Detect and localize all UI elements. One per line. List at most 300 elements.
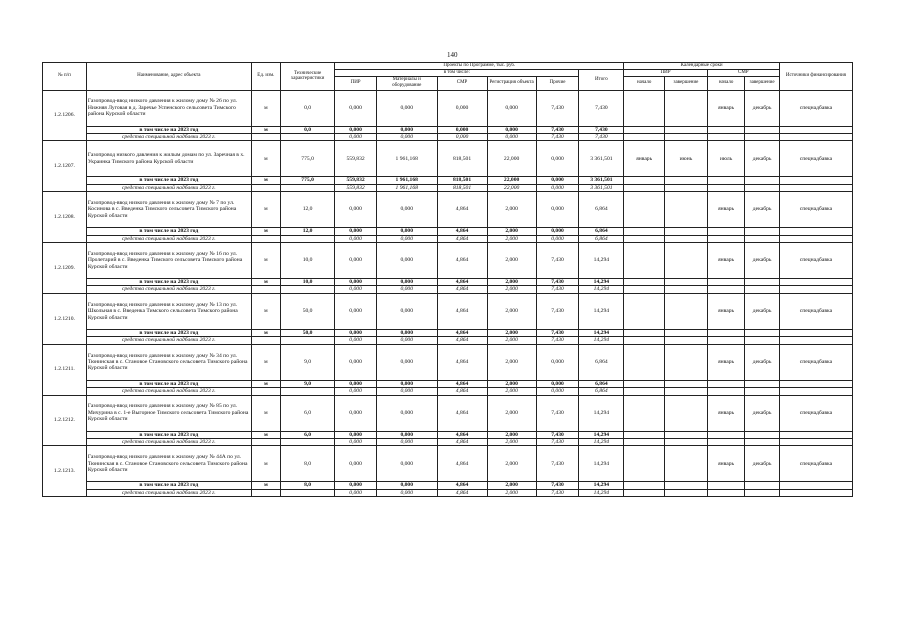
empty-cell <box>745 177 779 184</box>
unit-cell: м <box>251 279 280 286</box>
year-total-label: в том числе на 2023 год <box>86 329 251 336</box>
pir-cell: 0,000 <box>335 133 377 140</box>
smr-cell: 4,864 <box>437 192 487 228</box>
special-funds-row <box>43 184 853 191</box>
empty-cell <box>665 380 708 387</box>
object-row <box>43 90 853 126</box>
smr-end-cell: декабрь <box>745 344 779 380</box>
smr-cell: 4,864 <box>437 380 487 387</box>
object-row <box>43 141 853 177</box>
materials-cell: 0,000 <box>376 329 437 336</box>
empty-cell <box>280 286 334 293</box>
smr-start-cell: январь <box>707 90 745 126</box>
other-cell: 7,430 <box>536 431 579 438</box>
object-row <box>43 192 853 228</box>
col-num: № п/п <box>43 63 87 91</box>
empty-cell <box>779 228 852 235</box>
empty-cell <box>745 286 779 293</box>
registration-cell: 2,000 <box>487 286 536 293</box>
empty-cell <box>745 235 779 242</box>
total-cell: 14,294 <box>579 293 624 329</box>
tech-cell: 775,0 <box>280 177 334 184</box>
total-cell: 3 361,501 <box>579 177 624 184</box>
empty-cell <box>779 133 852 140</box>
row-number: 1.2.1208. <box>43 192 87 243</box>
smr-cell: 4,864 <box>437 235 487 242</box>
total-cell: 7,430 <box>579 133 624 140</box>
smr-cell: 4,864 <box>437 293 487 329</box>
tech-cell: 50,0 <box>280 329 334 336</box>
empty-cell <box>280 337 334 344</box>
empty-cell <box>779 388 852 395</box>
empty-cell <box>745 329 779 336</box>
source-cell: спецнадбавка <box>779 243 852 279</box>
empty-cell <box>665 431 708 438</box>
tech-cell: 0,0 <box>280 90 334 126</box>
empty-cell <box>665 133 708 140</box>
empty-cell <box>665 126 708 133</box>
registration-cell: 22,000 <box>487 184 536 191</box>
col-smr-start: начало <box>707 76 745 90</box>
empty-cell <box>745 337 779 344</box>
total-cell: 14,294 <box>579 489 624 496</box>
total-cell: 6,864 <box>579 192 624 228</box>
col-other: Прочие <box>536 76 579 90</box>
materials-cell: 1 961,168 <box>376 184 437 191</box>
empty-cell <box>779 489 852 496</box>
smr-cell: 4,864 <box>437 446 487 482</box>
smr-cell: 818,501 <box>437 141 487 177</box>
empty-cell <box>624 228 665 235</box>
pir-cell: 0,000 <box>335 126 377 133</box>
unit-cell: м <box>251 293 280 329</box>
special-funds-row <box>43 235 853 242</box>
total-cell: 14,294 <box>579 431 624 438</box>
other-cell: 7,430 <box>536 395 579 431</box>
registration-cell: 2,000 <box>487 293 536 329</box>
total-cell: 14,294 <box>579 395 624 431</box>
materials-cell: 1 961,168 <box>376 141 437 177</box>
smr-cell: 0,000 <box>437 126 487 133</box>
other-cell: 7,430 <box>536 329 579 336</box>
other-cell: 0,000 <box>536 228 579 235</box>
pir-start-cell <box>624 446 665 482</box>
empty-cell <box>665 177 708 184</box>
empty-cell <box>707 286 745 293</box>
materials-cell: 0,000 <box>376 126 437 133</box>
empty-cell <box>707 279 745 286</box>
col-name: Наименование, адрес объекта <box>86 63 251 91</box>
empty-cell <box>624 431 665 438</box>
empty-cell <box>779 438 852 445</box>
registration-cell: 2,000 <box>487 329 536 336</box>
registration-cell: 22,000 <box>487 141 536 177</box>
year-total-row <box>43 279 853 286</box>
empty-cell <box>624 126 665 133</box>
object-row <box>43 446 853 482</box>
registration-cell: 0,000 <box>487 90 536 126</box>
source-cell: спецнадбавка <box>779 293 852 329</box>
pir-end-cell <box>665 192 708 228</box>
other-cell: 7,430 <box>536 243 579 279</box>
smr-cell: 0,000 <box>437 90 487 126</box>
empty-cell <box>280 184 334 191</box>
pir-cell: 0,000 <box>335 228 377 235</box>
special-funds-label: средства специальной надбавки 2023 г. <box>86 235 251 242</box>
empty-cell <box>280 133 334 140</box>
source-cell: спецнадбавка <box>779 446 852 482</box>
total-cell: 7,430 <box>579 90 624 126</box>
pir-end-cell <box>665 395 708 431</box>
empty-cell <box>779 279 852 286</box>
tech-cell: 775,0 <box>280 141 334 177</box>
col-pir-start: начало <box>624 76 665 90</box>
empty-cell <box>624 133 665 140</box>
unit-cell: м <box>251 192 280 228</box>
object-name: Газопровод-ввод низкого давления к жилому дому № 44А по ул. Тюнинская в с. Становое Становского сельсовета Тимского района Курской области <box>86 446 251 482</box>
unit-cell: м <box>251 395 280 431</box>
row-number: 1.2.1209. <box>43 243 87 294</box>
other-cell: 0,000 <box>536 184 579 191</box>
tech-cell: 6,0 <box>280 431 334 438</box>
other-cell: 7,430 <box>536 293 579 329</box>
unit-cell: м <box>251 482 280 489</box>
other-cell: 7,430 <box>536 337 579 344</box>
col-incl: в том числе: <box>335 69 579 76</box>
tech-cell: 10,0 <box>280 243 334 279</box>
total-cell: 3 361,501 <box>579 141 624 177</box>
empty-cell <box>665 184 708 191</box>
row-number: 1.2.1210. <box>43 293 87 344</box>
total-cell: 14,294 <box>579 329 624 336</box>
tech-cell: 9,0 <box>280 344 334 380</box>
empty-cell <box>745 388 779 395</box>
other-cell: 7,430 <box>536 286 579 293</box>
other-cell: 0,000 <box>536 192 579 228</box>
pir-end-cell <box>665 446 708 482</box>
object-name: Газопровод-ввод низкого давления к жилому дому № 7 по ул. Косинова в с. Введенка Тимского сельсовета Тимского района Курской области <box>86 192 251 228</box>
pir-cell: 0,000 <box>335 431 377 438</box>
other-cell: 0,000 <box>536 177 579 184</box>
object-row <box>43 243 853 279</box>
registration-cell: 2,000 <box>487 380 536 387</box>
registration-cell: 2,000 <box>487 431 536 438</box>
materials-cell: 0,000 <box>376 431 437 438</box>
tech-cell: 50,0 <box>280 293 334 329</box>
empty-cell <box>624 337 665 344</box>
row-number: 1.2.1206. <box>43 90 87 141</box>
pir-cell: 559,832 <box>335 141 377 177</box>
other-cell: 7,430 <box>536 438 579 445</box>
empty-cell <box>251 286 280 293</box>
registration-cell: 2,000 <box>487 344 536 380</box>
empty-cell <box>745 184 779 191</box>
registration-cell: 0,000 <box>487 126 536 133</box>
pir-end-cell <box>665 293 708 329</box>
empty-cell <box>779 235 852 242</box>
empty-cell <box>624 438 665 445</box>
empty-cell <box>779 184 852 191</box>
pir-start-cell <box>624 90 665 126</box>
materials-cell: 0,000 <box>376 293 437 329</box>
object-name: Газопровод-ввод низкого давления к жилому дому № 26 по ул. Нижняя Луговая в д. Заречье Успенского сельсовета Тимского района Курской области <box>86 90 251 126</box>
empty-cell <box>624 388 665 395</box>
smr-cell: 818,501 <box>437 177 487 184</box>
other-cell: 0,000 <box>536 388 579 395</box>
source-cell: спецнадбавка <box>779 192 852 228</box>
pir-start-cell <box>624 192 665 228</box>
year-total-row <box>43 431 853 438</box>
empty-cell <box>745 438 779 445</box>
total-cell: 3 361,501 <box>579 184 624 191</box>
smr-cell: 0,000 <box>437 133 487 140</box>
empty-cell <box>779 286 852 293</box>
special-funds-row <box>43 337 853 344</box>
smr-start-cell: январь <box>707 395 745 431</box>
materials-cell: 0,000 <box>376 380 437 387</box>
empty-cell <box>707 133 745 140</box>
registration-cell: 2,000 <box>487 243 536 279</box>
tech-cell: 12,0 <box>280 192 334 228</box>
smr-end-cell: декабрь <box>745 243 779 279</box>
smr-start-cell: январь <box>707 293 745 329</box>
special-funds-label: средства специальной надбавки 2023 г. <box>86 438 251 445</box>
object-name: Газопровод-ввод низкого давления к жилому дому № 34 по ул. Тюнинская в с. Становое Становского сельсовета Тимского района Курской области <box>86 344 251 380</box>
other-cell: 0,000 <box>536 344 579 380</box>
smr-start-cell: январь <box>707 243 745 279</box>
empty-cell <box>665 286 708 293</box>
registration-cell: 22,000 <box>487 177 536 184</box>
registration-cell: 2,000 <box>487 395 536 431</box>
total-cell: 6,864 <box>579 235 624 242</box>
col-projects: Проекты по Программе, тыс. руб. <box>335 63 624 70</box>
empty-cell <box>251 388 280 395</box>
total-cell: 6,864 <box>579 388 624 395</box>
registration-cell: 2,000 <box>487 337 536 344</box>
smr-end-cell: декабрь <box>745 192 779 228</box>
unit-cell: м <box>251 344 280 380</box>
materials-cell: 0,000 <box>376 446 437 482</box>
smr-cell: 4,864 <box>437 337 487 344</box>
unit-cell: м <box>251 431 280 438</box>
total-cell: 6,864 <box>579 228 624 235</box>
col-sources: Источники финансирования <box>779 63 852 91</box>
unit-cell: м <box>251 329 280 336</box>
empty-cell <box>624 279 665 286</box>
unit-cell: м <box>251 177 280 184</box>
object-row <box>43 293 853 329</box>
object-name: Газопровод низкого давления к жилым домам по ул. Заречная в х. Украинка Тимского района Курской области <box>86 141 251 177</box>
tech-cell: 8,0 <box>280 446 334 482</box>
row-number: 1.2.1212. <box>43 395 87 446</box>
empty-cell <box>251 184 280 191</box>
other-cell: 7,430 <box>536 446 579 482</box>
total-cell: 14,294 <box>579 482 624 489</box>
empty-cell <box>707 337 745 344</box>
smr-start-cell: январь <box>707 192 745 228</box>
pir-cell: 559,832 <box>335 184 377 191</box>
special-funds-row <box>43 133 853 140</box>
pir-cell: 0,000 <box>335 235 377 242</box>
year-total-row <box>43 228 853 235</box>
total-cell: 7,430 <box>579 126 624 133</box>
col-smr: СМР <box>437 76 487 90</box>
empty-cell <box>251 133 280 140</box>
empty-cell <box>707 482 745 489</box>
pir-end-cell <box>665 243 708 279</box>
smr-end-cell: декабрь <box>745 446 779 482</box>
empty-cell <box>665 279 708 286</box>
empty-cell <box>251 235 280 242</box>
registration-cell: 0,000 <box>487 133 536 140</box>
empty-cell <box>745 489 779 496</box>
object-row <box>43 344 853 380</box>
year-total-label: в том числе на 2023 год <box>86 431 251 438</box>
pir-cell: 0,000 <box>335 388 377 395</box>
materials-cell: 0,000 <box>376 489 437 496</box>
empty-cell <box>251 438 280 445</box>
object-name: Газопровод-ввод низкого давления к жилому дому № 16 по ул. Пролетарий в с. Введенка Тимского сельсовета Тимского района Курской области <box>86 243 251 279</box>
year-total-row <box>43 329 853 336</box>
other-cell: 7,430 <box>536 133 579 140</box>
special-funds-row <box>43 388 853 395</box>
col-registration: Регистрация объекта <box>487 76 536 90</box>
total-cell: 6,864 <box>579 344 624 380</box>
smr-cell: 818,501 <box>437 184 487 191</box>
materials-cell: 0,000 <box>376 388 437 395</box>
pir-cell: 0,000 <box>335 438 377 445</box>
smr-cell: 4,864 <box>437 482 487 489</box>
total-cell: 14,294 <box>579 438 624 445</box>
special-funds-row <box>43 286 853 293</box>
tech-cell: 8,0 <box>280 482 334 489</box>
source-cell: спецнадбавка <box>779 344 852 380</box>
registration-cell: 2,000 <box>487 446 536 482</box>
year-total-label: в том числе на 2023 год <box>86 482 251 489</box>
empty-cell <box>707 380 745 387</box>
empty-cell <box>280 388 334 395</box>
smr-cell: 4,864 <box>437 243 487 279</box>
empty-cell <box>745 228 779 235</box>
empty-cell <box>707 431 745 438</box>
source-cell: спецнадбавка <box>779 141 852 177</box>
smr-cell: 4,864 <box>437 344 487 380</box>
empty-cell <box>707 184 745 191</box>
special-funds-label: средства специальной надбавки 2023 г. <box>86 489 251 496</box>
smr-end-cell: декабрь <box>745 90 779 126</box>
smr-cell: 4,864 <box>437 431 487 438</box>
empty-cell <box>779 337 852 344</box>
pir-cell: 0,000 <box>335 337 377 344</box>
page-number: 140 <box>447 51 458 59</box>
total-cell: 14,294 <box>579 279 624 286</box>
smr-cell: 4,864 <box>437 438 487 445</box>
empty-cell <box>665 329 708 336</box>
pir-end-cell <box>665 90 708 126</box>
empty-cell <box>707 388 745 395</box>
col-pir: ПИР <box>335 76 377 90</box>
materials-cell: 0,000 <box>376 235 437 242</box>
year-total-row <box>43 380 853 387</box>
materials-cell: 0,000 <box>376 438 437 445</box>
pir-start-cell <box>624 344 665 380</box>
pir-cell: 0,000 <box>335 279 377 286</box>
year-total-row <box>43 126 853 133</box>
tech-cell: 0,0 <box>280 126 334 133</box>
col-cal-pir: ПИР <box>624 69 707 76</box>
empty-cell <box>745 482 779 489</box>
other-cell: 7,430 <box>536 126 579 133</box>
registration-cell: 2,000 <box>487 279 536 286</box>
unit-cell: м <box>251 228 280 235</box>
empty-cell <box>624 489 665 496</box>
materials-cell: 0,000 <box>376 482 437 489</box>
source-cell: спецнадбавка <box>779 90 852 126</box>
pir-cell: 0,000 <box>335 380 377 387</box>
empty-cell <box>707 235 745 242</box>
col-tech: Технические характеристики <box>280 63 334 91</box>
pir-cell: 0,000 <box>335 192 377 228</box>
empty-cell <box>779 126 852 133</box>
pir-cell: 0,000 <box>335 395 377 431</box>
empty-cell <box>280 235 334 242</box>
unit-cell: м <box>251 446 280 482</box>
empty-cell <box>707 489 745 496</box>
object-name: Газопровод-ввод низкого давления к жилому дому № 85 по ул. Мичурина в с. 1-е Выгорное Тимского сельсовета Тимского района Курской области <box>86 395 251 431</box>
special-funds-label: средства специальной надбавки 2023 г. <box>86 286 251 293</box>
empty-cell <box>665 438 708 445</box>
unit-cell: м <box>251 126 280 133</box>
unit-cell: м <box>251 90 280 126</box>
empty-cell <box>745 380 779 387</box>
row-number: 1.2.1213. <box>43 446 87 497</box>
object-name: Газопровод-ввод низкого давления к жилому дому № 13 по ул. Школьная в с. Введенка Тимского сельсовета Тимского района Курской области <box>86 293 251 329</box>
pir-start-cell <box>624 293 665 329</box>
empty-cell <box>624 329 665 336</box>
empty-cell <box>745 126 779 133</box>
smr-cell: 4,864 <box>437 388 487 395</box>
empty-cell <box>624 177 665 184</box>
pir-cell: 0,000 <box>335 344 377 380</box>
empty-cell <box>707 329 745 336</box>
empty-cell <box>624 482 665 489</box>
smr-cell: 4,864 <box>437 329 487 336</box>
materials-cell: 0,000 <box>376 90 437 126</box>
pir-cell: 0,000 <box>335 446 377 482</box>
year-total-label: в том числе на 2023 год <box>86 177 251 184</box>
materials-cell: 0,000 <box>376 279 437 286</box>
registration-cell: 2,000 <box>487 489 536 496</box>
pir-cell: 0,000 <box>335 293 377 329</box>
col-cal-smr: СМР <box>707 69 779 76</box>
row-number: 1.2.1211. <box>43 344 87 395</box>
materials-cell: 0,000 <box>376 337 437 344</box>
table-header <box>43 63 853 91</box>
col-smr-end: завершение <box>745 76 779 90</box>
materials-cell: 0,000 <box>376 286 437 293</box>
empty-cell <box>665 337 708 344</box>
empty-cell <box>280 489 334 496</box>
empty-cell <box>251 489 280 496</box>
empty-cell <box>779 177 852 184</box>
smr-cell: 4,864 <box>437 489 487 496</box>
empty-cell <box>251 337 280 344</box>
materials-cell: 0,000 <box>376 344 437 380</box>
total-cell: 14,294 <box>579 446 624 482</box>
registration-cell: 2,000 <box>487 228 536 235</box>
tech-cell: 6,0 <box>280 395 334 431</box>
empty-cell <box>665 482 708 489</box>
